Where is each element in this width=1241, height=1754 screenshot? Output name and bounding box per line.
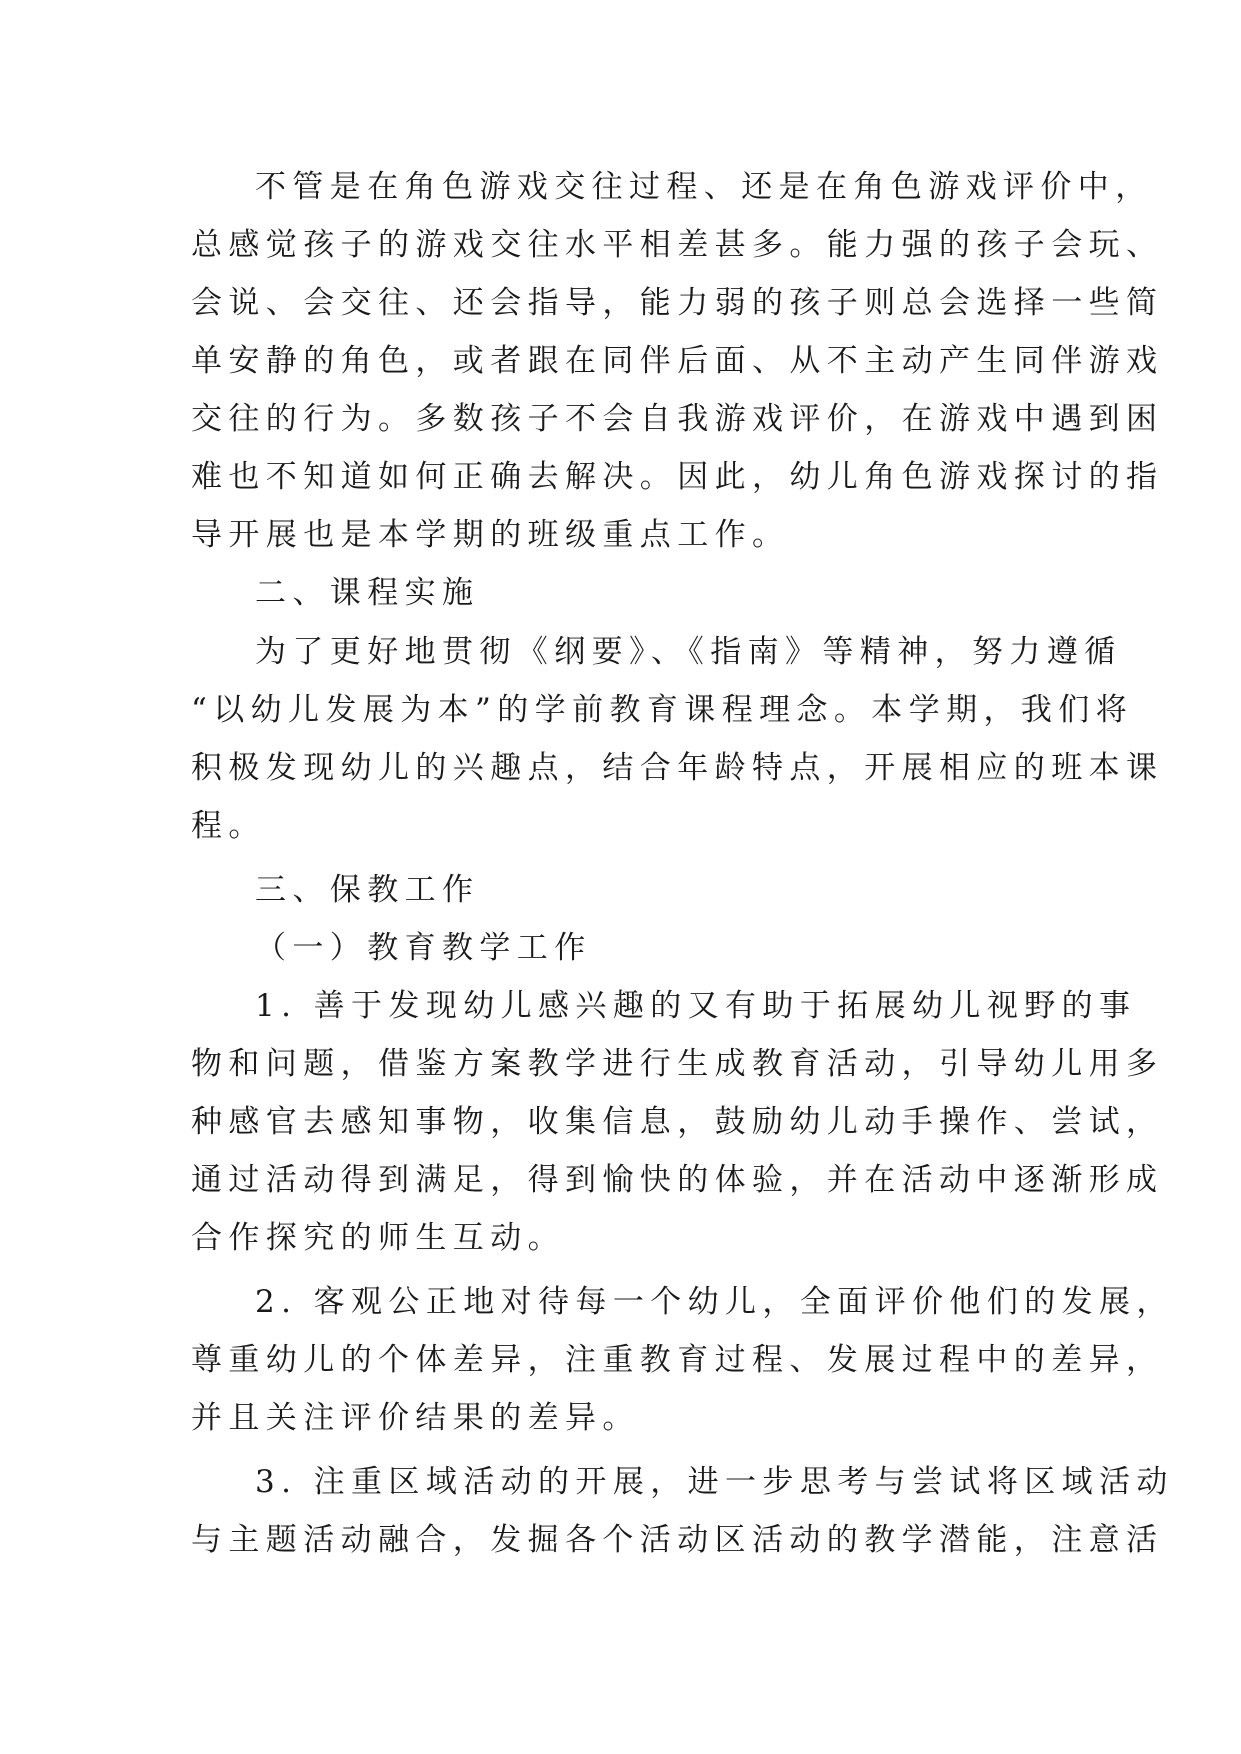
document-body xyxy=(191,158,1174,1569)
paragraph-line: 合作探究的师生互动。 xyxy=(191,1220,565,1256)
paragraph-line: 导开展也是本学期的班级重点工作。 xyxy=(191,517,790,553)
section-heading: 三、保教工作 xyxy=(255,872,480,908)
paragraph-line: 单安静的角色，或者跟在同伴后面、从不主动产生同伴游戏 xyxy=(191,343,1164,379)
paragraph-line: 为了更好地贯彻《纲要》、《指南》等精神，努力遵循 xyxy=(255,634,1122,670)
paragraph-line: 程。 xyxy=(191,808,266,844)
paragraph-line: 会说、会交往、还会指导，能力弱的孩子则总会选择一些简 xyxy=(191,285,1164,321)
paragraph-line: 尊重幼儿的个体差异，注重教育过程、发展过程中的差异， xyxy=(191,1342,1164,1378)
paragraph-line: 不管是在角色游戏交往过程、还是在角色游戏评价中， xyxy=(255,169,1153,205)
paragraph-line: 并且关注评价结果的差异。 xyxy=(191,1400,640,1436)
paragraph-line: 总感觉孩子的游戏交往水平相差甚多。能力强的孩子会玩、 xyxy=(191,227,1164,263)
paragraph-line: 通过活动得到满足，得到愉快的体验，并在活动中逐渐形成 xyxy=(191,1162,1164,1198)
paragraph-line: 物和问题，借鉴方案教学进行生成教育活动，引导幼儿用多 xyxy=(191,1046,1164,1082)
paragraph-line: 1. 善于发现幼儿感兴趣的又有助于拓展幼儿视野的事 xyxy=(255,988,1137,1024)
paragraph-line: 积极发现幼儿的兴趣点，结合年龄特点，开展相应的班本课 xyxy=(191,750,1164,786)
paragraph-line: 难也不知道如何正确去解决。因此，幼儿角色游戏探讨的指 xyxy=(191,459,1164,495)
paragraph-line: 交往的行为。多数孩子不会自我游戏评价，在游戏中遇到困 xyxy=(191,401,1164,437)
subsection-heading: （一）教育教学工作 xyxy=(255,930,592,966)
section-heading: 二、课程实施 xyxy=(255,575,480,611)
paragraph-line: 种感官去感知事物，收集信息，鼓励幼儿动手操作、尝试， xyxy=(191,1104,1164,1140)
paragraph-line: 3. 注重区域活动的开展，进一步思考与尝试将区域活动 xyxy=(255,1464,1174,1500)
paragraph-line: “以幼儿发展为本”的学前教育课程理念。本学期，我们将 xyxy=(191,692,1134,728)
paragraph-line: 与主题活动融合，发掘各个活动区活动的教学潜能，注意活 xyxy=(191,1522,1164,1558)
paragraph-line: 2. 客观公正地对待每一个幼儿，全面评价他们的发展， xyxy=(255,1284,1174,1320)
